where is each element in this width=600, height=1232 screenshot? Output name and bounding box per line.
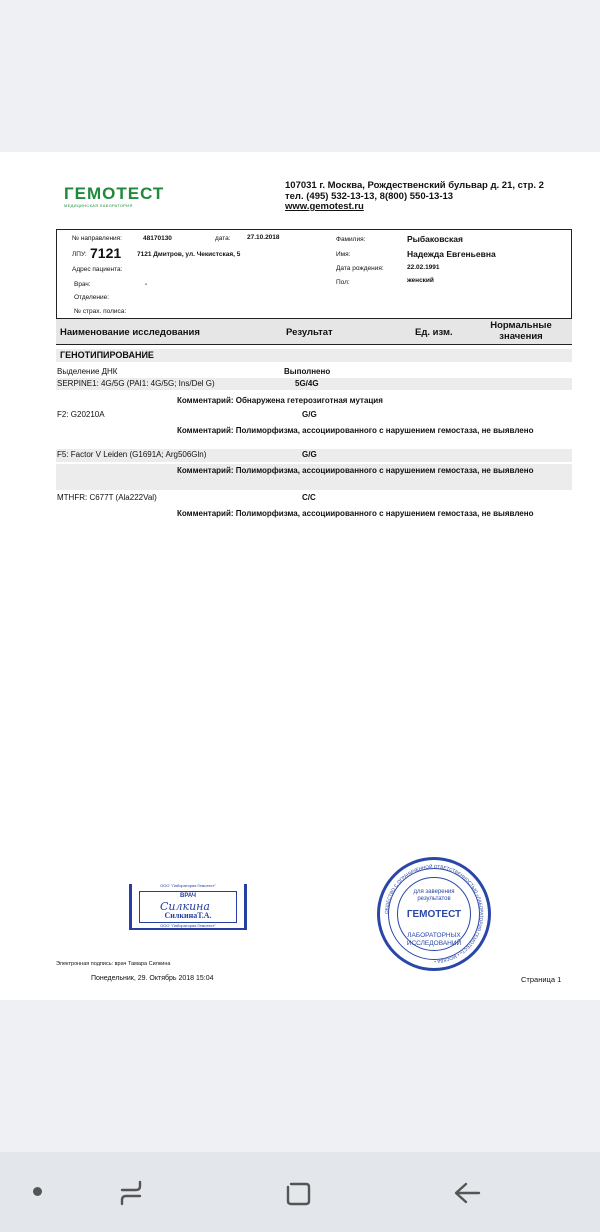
- column-header-name: Наименование исследования: [60, 327, 200, 338]
- doctor-signature: Силкина: [160, 900, 210, 913]
- comment-row: [56, 394, 572, 408]
- address-label: Адрес пациента:: [72, 266, 123, 273]
- policy-label: № страх. полиса:: [74, 308, 127, 315]
- test-comment: Комментарий: Полиморфизма, ассоциированного с нарушением гемостаза, не выявлено: [177, 509, 534, 518]
- lpu-name: 7121 Дмитров, ул. Чекистская, 5: [137, 251, 241, 258]
- lab-address: 107031 г. Москва, Рождественский бульвар д. 21, стр. 2: [285, 180, 544, 191]
- table-row: [56, 366, 572, 378]
- round-stamp-caption: [380, 889, 488, 903]
- test-result: G/G: [302, 450, 317, 459]
- nav-dot-icon[interactable]: [33, 1187, 42, 1196]
- page-number: Страница 1: [521, 975, 562, 984]
- date-value: 27.10.2018: [247, 234, 280, 241]
- test-comment: Комментарий: Обнаружена гетерозиготная мутация: [177, 396, 383, 405]
- dob-value: 22.02.1991: [407, 264, 440, 271]
- test-result: 5G/4G: [295, 379, 319, 388]
- sex-value: женский: [407, 277, 434, 284]
- test-name: F5: Factor V Leiden (G1691A; Arg506Gln): [57, 450, 207, 459]
- doctor-value: -: [145, 281, 148, 288]
- round-stamp-line3: ЛАБОРАТОРНЫХ: [407, 932, 461, 939]
- test-name: Выделение ДНК: [57, 367, 118, 376]
- table-row: [56, 449, 572, 462]
- surname-label: Фамилия:: [336, 236, 366, 243]
- comment-row: [56, 424, 572, 448]
- column-header-result: Результат: [286, 327, 333, 338]
- date-label: дата:: [215, 235, 231, 242]
- test-result: Выполнено: [284, 367, 331, 376]
- name-label: Имя:: [336, 251, 351, 258]
- test-comment: Комментарий: Полиморфизма, ассоциированного с нарушением гемостаза, не выявлено: [177, 426, 534, 435]
- surname-value: Рыбаковская: [407, 234, 463, 244]
- section-genotyping: [56, 349, 572, 362]
- home-icon[interactable]: [282, 1176, 316, 1210]
- logo-text: ГЕМОТЕСТ: [64, 184, 165, 203]
- laboratory-round-stamp: [377, 857, 491, 971]
- referral-label: № направления:: [72, 235, 122, 242]
- lab-contact-info: [285, 181, 544, 213]
- column-header-norm: [482, 320, 560, 342]
- comment-row: [56, 507, 572, 531]
- lab-website-link[interactable]: www.gemotest.ru: [285, 201, 364, 212]
- section-title: ГЕНОТИПИРОВАНИЕ: [60, 350, 154, 360]
- back-icon[interactable]: [450, 1176, 484, 1210]
- round-stamp-line1: для заверения: [413, 889, 455, 895]
- doctor-stamp-title: ВРАЧ: [180, 893, 196, 899]
- column-header-units: Ед. изм.: [415, 327, 453, 338]
- test-comment: Комментарий: Полиморфизма, ассоциированного с нарушением гемостаза, не выявлено: [177, 466, 534, 475]
- patient-info-box: [56, 229, 572, 327]
- department-label: Отделение:: [74, 294, 110, 301]
- test-result: C/C: [302, 493, 316, 502]
- print-date: Понедельник, 29. Октябрь 2018 15:04: [91, 975, 214, 982]
- recent-apps-icon[interactable]: [114, 1176, 148, 1210]
- lpu-label: ЛПУ:: [72, 251, 87, 258]
- test-name: F2: G20210A: [57, 410, 105, 419]
- doctor-stamp-bottom-text: ООО "Лаборатория Гемотест": [132, 923, 244, 928]
- round-stamp-line4: ИССЛЕДОВАНИЙ: [406, 940, 462, 947]
- referral-value: 48170130: [143, 235, 172, 242]
- lpu-number: 7121: [90, 245, 122, 261]
- doctor-stamp-top-text: ООО "Лаборатория Гемотест": [132, 883, 244, 888]
- table-row: [56, 378, 572, 390]
- test-name: SERPINE1: 4G/5G (PAI1: 4G/5G; Ins/Del G): [57, 379, 215, 388]
- doctor-stamp: [129, 884, 247, 930]
- doctor-label: Врач:: [74, 281, 91, 288]
- results-table-header: [56, 318, 572, 345]
- column-header-norm-line2: значения: [499, 331, 543, 342]
- round-stamp-ring-text-path: ОБЩЕСТВО С ОГРАНИЧЕННОЙ ОТВЕТСТВЕННОСТЬЮ «ЛАБОРАТОРИЯ ГЕМОТЕСТ» • МОСКВА •: [383, 863, 485, 965]
- doctor-stamp-inner-frame: [139, 891, 237, 923]
- table-row: [56, 408, 572, 422]
- table-row: [56, 492, 572, 505]
- lab-phone: тел. (495) 532-13-13, 8(800) 550-13-13: [285, 190, 454, 202]
- gemotest-logo: [64, 185, 164, 208]
- name-value: Надежда Евгеньевна: [407, 249, 496, 259]
- test-name: MTHFR: C677T (Ala222Val): [57, 493, 157, 502]
- logo-subtitle: МЕДИЦИНСКАЯ ЛАБОРАТОРИЯ: [64, 203, 133, 208]
- doctor-stamp-name: СилкинаТ.А.: [164, 911, 212, 920]
- round-stamp-line2: результатов: [417, 896, 451, 902]
- round-stamp-subtitle: [380, 932, 488, 948]
- comment-row: [56, 464, 572, 490]
- electronic-signature: Электронная подпись: врач Тамара Силкина: [56, 961, 171, 967]
- test-result: G/G: [302, 410, 317, 419]
- round-stamp-brand: ГЕМОТЕСТ: [406, 909, 462, 920]
- column-header-norm-line1: Нормальные: [490, 320, 552, 331]
- dob-label: Дата рождения:: [336, 265, 384, 272]
- sex-label: Пол:: [336, 279, 350, 286]
- android-navigation-bar: [0, 1152, 600, 1232]
- lab-report-page: [0, 152, 600, 1000]
